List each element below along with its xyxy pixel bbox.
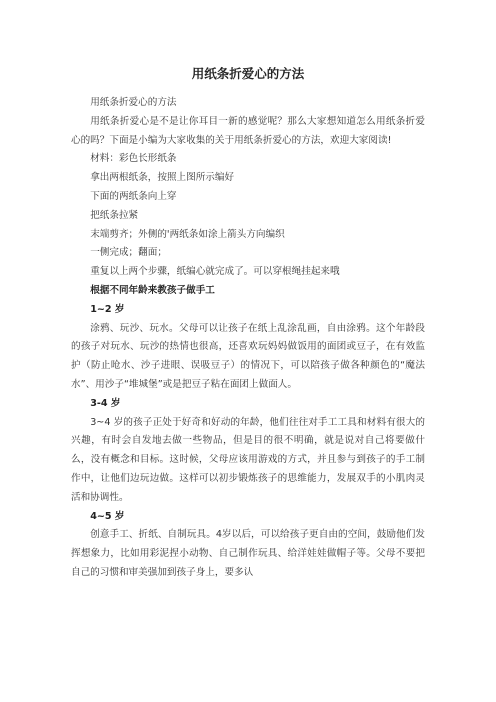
paragraph-step-5: 一侧完成；翻面； xyxy=(90,247,167,259)
age-heading-4-5: 4~5 岁 xyxy=(90,510,125,522)
paragraph-materials: 材料：彩色长形纸条 xyxy=(90,153,177,165)
paragraph-age-3-4: 3~4 岁的孩子正处于好奇和好动的年龄，他们往往对手工工具和材料有很大的兴趣，有时会自发地去做一些物品，但是目的很不明确，就是说对自己将要做什么，没有概念和目标。这时候，父母应该用游戏的方式，并且参与到孩子的手工制作中，让他们边玩边做。这样可以初步锻炼孩子的思维能力，发展双手的小肌肉灵活和协调性。 xyxy=(71,416,425,503)
paragraph-step-6: 重复以上两个步骤，纸编心就完成了。可以穿根绳挂起来哦 xyxy=(90,266,340,278)
paragraph-age-1-2: 涂鸦、玩沙、玩水。父母可以让孩子在纸上乱涂乱画，自由涂鸦。这个年龄段的孩子对玩水、玩沙的热情也很高，还喜欢玩妈妈做饭用的面团或豆子，在有效监护（防止呛水、沙子进眼、误吸豆子）的情况下，可以陪孩子做各种颜色的“魔法水”、用沙子“堆城堡”或是把豆子粘在面团上做面人。 xyxy=(71,322,425,390)
age-heading-1-2: 1~2 岁 xyxy=(90,303,125,315)
paragraph-intro-title: 用纸条折爱心的方法 xyxy=(90,97,177,108)
document-title: 用纸条折爱心的方法 xyxy=(191,66,305,81)
paragraph-step-4: 末端剪齐；外侧的'两纸条如涂上箭头方向编织 xyxy=(90,228,285,240)
section-heading-age: 根据不同年龄来教孩子做手工 xyxy=(90,284,215,296)
age-heading-3-4: 3-4 岁 xyxy=(90,397,121,409)
document-body xyxy=(71,94,425,583)
paragraph-age-4-5: 创意手工、折纸、自制玩具。4岁以后，可以给孩子更自由的空间，鼓励他们发挥想象力，比如用彩泥捏小动物、自己制作玩具、给洋娃娃做帽子等。父母不要把自己的习惯和审美强加到孩子身上，要多认 xyxy=(71,529,425,578)
paragraph-intro: 用纸条折爱心是不是让你耳目一新的感觉呢？那么大家想知道怎么用纸条折爱心的吗？下面是小编为大家收集的关于用纸条折爱心的方法，欢迎大家阅读! xyxy=(71,115,425,146)
paragraph-step-2: 下面的两纸条向上穿 xyxy=(90,190,177,202)
paragraph-step-1: 拿出两根纸条，按照上图所示编好 xyxy=(90,172,235,184)
paragraph-step-3: 把纸条拉紧 xyxy=(90,209,139,221)
